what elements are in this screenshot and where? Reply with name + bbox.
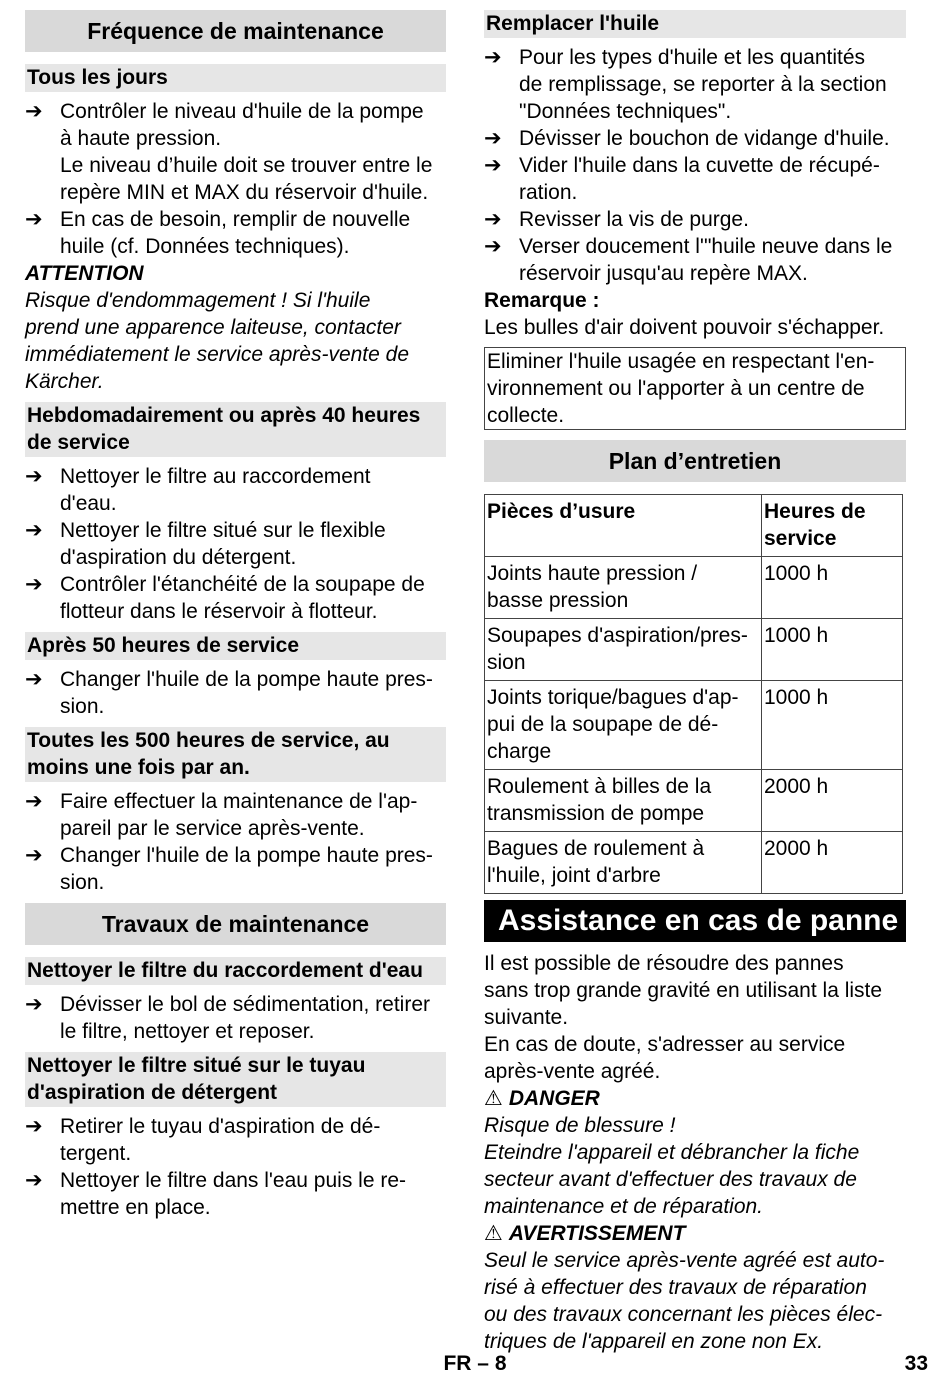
step-item <box>484 152 906 206</box>
part-line: transmission de pompe <box>487 802 705 825</box>
warning-text <box>484 1247 906 1355</box>
step-text-line: à haute pression. <box>60 127 222 150</box>
step-item <box>25 1167 446 1221</box>
daily-steps <box>25 98 446 260</box>
heading-after-50: Après 50 heures de service <box>25 632 446 660</box>
step-text-line: Dévisser le bol de sédimentation, retirer <box>60 993 431 1016</box>
step-item <box>484 44 906 125</box>
step-item <box>25 206 446 260</box>
section-title-plan: Plan d’entretien <box>484 440 906 482</box>
note-label: Remarque : <box>484 289 600 312</box>
step-item <box>25 991 446 1045</box>
part-line: Roulement à billes de la <box>487 775 712 798</box>
heading-detergent-filter <box>25 1052 446 1107</box>
header-line: Heures de <box>764 500 866 523</box>
part-cell <box>485 557 762 619</box>
step-text-line: "Données techniques". <box>519 100 732 123</box>
step-text-line: repère MIN et MAX du réservoir d'huile. <box>60 181 429 204</box>
attention-line: Risque d'endommagement ! Si l'huile <box>25 289 371 312</box>
step-text-line: ration. <box>519 181 578 204</box>
part-line: sion <box>487 651 526 674</box>
step-text-line: de remplissage, se reporter à la section <box>519 73 887 96</box>
every500-steps <box>25 788 446 896</box>
step-item <box>25 463 446 517</box>
danger-line: secteur avant d'effectuer des travaux de <box>484 1168 857 1191</box>
step-text-line: Le niveau d’huile doit se trouver entre le <box>60 154 433 177</box>
note-text: Les bulles d'air doivent pouvoir s'échapper. <box>484 316 885 339</box>
part-line: pui de la soupape de dé- <box>487 713 719 736</box>
warning-triangle-icon: ⚠ <box>484 1222 503 1245</box>
header-line: service <box>764 527 837 550</box>
table-row <box>485 770 903 832</box>
hours-cell: 2000 h <box>762 770 903 832</box>
table-header-row <box>485 495 903 557</box>
warning-label-text: AVERTISSEMENT <box>508 1222 686 1245</box>
danger-label-text: DANGER <box>508 1087 600 1110</box>
danger-line: Risque de blessure ! <box>484 1114 676 1137</box>
step-text-line: sion. <box>60 695 105 718</box>
step-text-line: Nettoyer le filtre situé sur le flexible <box>60 519 386 542</box>
heading-daily: Tous les jours <box>25 64 446 92</box>
step-text-line: Revisser la vis de purge. <box>519 208 749 231</box>
heading-line: de service <box>27 431 130 454</box>
danger-line: maintenance et de réparation. <box>484 1195 764 1218</box>
heading-line: moins une fois par an. <box>27 756 250 779</box>
arrow-right-icon: ➔ <box>25 1169 43 1192</box>
arrow-right-icon: ➔ <box>484 208 502 231</box>
table-row <box>485 681 903 770</box>
step-text-line: sion. <box>60 871 105 894</box>
arrow-right-icon: ➔ <box>25 844 43 867</box>
table-header-hours <box>762 495 903 557</box>
step-text-line: Vider l'huile dans la cuvette de récupé- <box>519 154 880 177</box>
part-line: Joints haute pression / <box>487 562 698 585</box>
step-item <box>25 517 446 571</box>
part-line: Joints torique/bagues d'ap- <box>487 686 739 709</box>
part-line: Bagues de roulement à <box>487 837 705 860</box>
arrow-right-icon: ➔ <box>484 154 502 177</box>
warning-line: Seul le service après-vente agréé est auto- <box>484 1249 885 1272</box>
assistance-line: En cas de doute, s'adresser au service <box>484 1033 846 1056</box>
step-text-line: Changer l'huile de la pompe haute pres- <box>60 844 433 867</box>
environment-note-line: vironnement ou l'apporter à un centre de <box>487 377 865 400</box>
heading-water-filter: Nettoyer le filtre du raccordement d'eau <box>25 957 446 985</box>
step-item <box>25 98 446 206</box>
part-line: charge <box>487 740 552 763</box>
step-text-line: Contrôler le niveau d'huile de la pompe <box>60 100 424 123</box>
attention-line: prend une apparence laiteuse, contacter <box>25 316 401 339</box>
step-text-line: Changer l'huile de la pompe haute pres- <box>60 668 433 691</box>
assistance-line: après-vente agréé. <box>484 1060 661 1083</box>
section-title-assistance: Assistance en cas de panne <box>484 900 906 942</box>
page-number: 33 <box>904 1352 928 1375</box>
weekly-steps <box>25 463 446 625</box>
environment-note-line: collecte. <box>487 404 565 427</box>
step-text-line: Dévisser le bouchon de vidange d'huile. <box>519 127 890 150</box>
arrow-right-icon: ➔ <box>25 208 43 231</box>
assistance-line: sans trop grande gravité en utilisant la liste <box>484 979 883 1002</box>
heading-every-500 <box>25 727 446 782</box>
step-text-line: réservoir jusqu'au repère MAX. <box>519 262 808 285</box>
part-line: l'huile, joint d'arbre <box>487 864 661 887</box>
warning-label <box>484 1220 906 1247</box>
step-text-line: tergent. <box>60 1142 132 1165</box>
part-cell <box>485 832 762 894</box>
heading-line: d'aspiration de détergent <box>27 1081 278 1104</box>
step-item <box>25 788 446 842</box>
step-text-line: mettre en place. <box>60 1196 211 1219</box>
step-text-line: Faire effectuer la maintenance de l'ap- <box>60 790 418 813</box>
heading-line: Nettoyer le filtre situé sur le tuyau <box>27 1054 366 1077</box>
heading-line: Hebdomadairement ou après 40 heures <box>27 404 421 427</box>
assistance-text <box>484 950 906 1085</box>
danger-line: Eteindre l'appareil et débrancher la fiche <box>484 1141 860 1164</box>
step-item <box>25 571 446 625</box>
hours-cell: 1000 h <box>762 619 903 681</box>
heading-oil-change: Remplacer l'huile <box>484 10 906 38</box>
table-row <box>485 832 903 894</box>
water-filter-steps <box>25 991 446 1045</box>
step-text-line: Verser doucement l'"huile neuve dans le <box>519 235 893 258</box>
step-text-line: En cas de besoin, remplir de nouvelle <box>60 208 411 231</box>
section-title-works: Travaux de maintenance <box>25 903 446 945</box>
hours-cell: 1000 h <box>762 681 903 770</box>
step-text-line: flotteur dans le réservoir à flotteur. <box>60 600 378 623</box>
warning-line: triques de l'appareil en zone non Ex. <box>484 1330 824 1353</box>
step-item <box>25 1113 446 1167</box>
right-column <box>484 10 906 1355</box>
step-item <box>484 233 906 287</box>
arrow-right-icon: ➔ <box>25 993 43 1016</box>
table-header-parts: Pièces d’usure <box>485 495 762 557</box>
attention-label: ATTENTION <box>25 262 144 285</box>
step-text-line: Retirer le tuyau d'aspiration de dé- <box>60 1115 381 1138</box>
step-item <box>25 842 446 896</box>
environment-note-box <box>484 347 906 430</box>
step-text-line: le filtre, nettoyer et reposer. <box>60 1020 315 1043</box>
arrow-right-icon: ➔ <box>484 127 502 150</box>
after50-steps <box>25 666 446 720</box>
assistance-line: suivante. <box>484 1006 569 1029</box>
assistance-line: Il est possible de résoudre des pannes <box>484 952 844 975</box>
detergent-filter-steps <box>25 1113 446 1221</box>
step-text-line: Nettoyer le filtre dans l'eau puis le re- <box>60 1169 407 1192</box>
warning-line: ou des travaux concernant les pièces élec- <box>484 1303 883 1326</box>
section-title-frequency: Fréquence de maintenance <box>25 10 446 52</box>
arrow-right-icon: ➔ <box>25 573 43 596</box>
warning-line: risé à effectuer des travaux de réparation <box>484 1276 867 1299</box>
heading-line: Toutes les 500 heures de service, au <box>27 729 390 752</box>
step-text-line: d'eau. <box>60 492 117 515</box>
part-cell <box>485 681 762 770</box>
arrow-right-icon: ➔ <box>25 100 43 123</box>
arrow-right-icon: ➔ <box>25 790 43 813</box>
part-line: basse pression <box>487 589 629 612</box>
arrow-right-icon: ➔ <box>25 465 43 488</box>
step-text-line: huile (cf. Données techniques). <box>60 235 350 258</box>
part-line: Soupapes d'aspiration/pres- <box>487 624 748 647</box>
step-text-line: Contrôler l'étanchéité de la soupape de <box>60 573 425 596</box>
danger-label <box>484 1085 906 1112</box>
step-item <box>484 206 906 233</box>
attention-line: immédiatement le service après-vente de <box>25 343 410 366</box>
hours-cell: 1000 h <box>762 557 903 619</box>
step-text-line: pareil par le service après-vente. <box>60 817 365 840</box>
arrow-right-icon: ➔ <box>25 519 43 542</box>
table-row <box>485 619 903 681</box>
warning-triangle-icon: ⚠ <box>484 1087 503 1110</box>
arrow-right-icon: ➔ <box>25 668 43 691</box>
part-cell <box>485 770 762 832</box>
arrow-right-icon: ➔ <box>484 235 502 258</box>
attention-text <box>25 287 446 395</box>
footer-language-page: FR – 8 <box>443 1352 507 1375</box>
environment-note-line: Eliminer l'huile usagée en respectant l'en- <box>487 350 875 373</box>
step-text-line: Nettoyer le filtre au raccordement <box>60 465 371 488</box>
arrow-right-icon: ➔ <box>25 1115 43 1138</box>
step-item <box>484 125 906 152</box>
arrow-right-icon: ➔ <box>484 46 502 69</box>
table-row <box>485 557 903 619</box>
oil-steps <box>484 44 906 287</box>
attention-line: Kärcher. <box>25 370 104 393</box>
part-cell <box>485 619 762 681</box>
left-column <box>25 10 446 1221</box>
danger-text <box>484 1112 906 1220</box>
heading-weekly <box>25 402 446 457</box>
step-item <box>25 666 446 720</box>
step-text-line: Pour les types d'huile et les quantités <box>519 46 866 69</box>
wear-parts-table <box>484 494 903 894</box>
hours-cell: 2000 h <box>762 832 903 894</box>
step-text-line: d'aspiration du détergent. <box>60 546 297 569</box>
